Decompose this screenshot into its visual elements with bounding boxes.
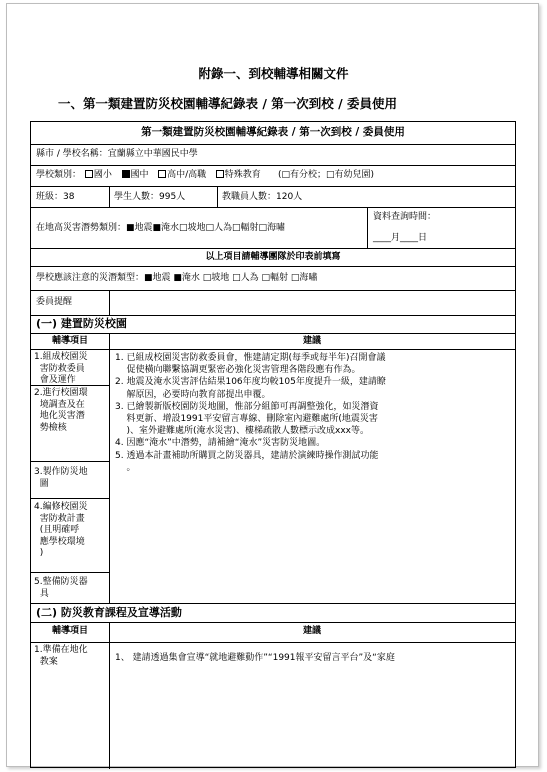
section2-advice-1: 1、 建請透過集會宣導“就地避難動作”“1991報平安留言平台”及“家庭 <box>115 653 395 663</box>
query-time-label: 資料查詢時間： <box>373 212 437 222</box>
section1-advice-2: 2. 地震及淹水災害評估結果106年度均較105年度提升一級，建請瞭 解原因，必要時向教育部提出申覆。 <box>115 377 386 400</box>
section1-advice-5: 5. 透過本計畫補助所購買之防災器具，建請於演練時操作測試功能 。 <box>115 450 379 473</box>
class-count: 班級：38 <box>36 192 75 202</box>
checkbox-junior-high[interactable] <box>122 170 130 178</box>
section1-item-2: 2.進行校園環 境調查及在 地化災害潛 勢檢核 <box>34 388 88 433</box>
section-title: 一、第一類建置防災校園輔導紀錄表 / 第一次到校 / 委員使用 <box>58 96 398 111</box>
school-name: 縣市 / 學校名稱：宜蘭縣立中華國民中學 <box>36 149 198 159</box>
pre-fill-note: 以上項目請輔導團隊於印表前填寫 <box>205 252 341 262</box>
checkbox-elementary[interactable] <box>85 170 93 178</box>
section2-col-item: 輔導項目 <box>51 626 88 636</box>
section1-col-item: 輔導項目 <box>51 336 88 346</box>
local-hazard-types: 在地高災害潛勢類別：■地震■淹水□坡地□人為□輻射□海嘯 <box>36 223 286 233</box>
attention-hazard-types: 學校應該注意的災潛類型：■地震 ■淹水 □坡地 □人為 □輻射 □海嘯 <box>36 273 318 283</box>
section1-advice-4: 4. 因應“淹水”中潛勢，請補繪“淹水”災害防災地圖。 <box>115 438 326 449</box>
section1-item-3: 3.製作防災地 圖 <box>34 467 88 489</box>
table-title: 第一類建置防災校園輔導紀錄表 / 第一次到校 / 委員使用 <box>141 126 405 138</box>
section2-col-advice: 建議 <box>302 626 321 636</box>
section1-item-5: 5.整備防災器 具 <box>34 577 88 599</box>
section1-item-4: 4.編修校園災 害防救計畫 (且明確呼 應學校環境 ) <box>34 502 88 558</box>
section1-advice-1: 1. 已組成校園災害防救委員會，惟建請定期(每季或每半年)召開會議 促使橫向聯繫協調更緊密必強化災害管理各階段應有作為。 <box>115 353 386 376</box>
section2-title: (二) 防災教育課程及宣導活動 <box>36 606 182 619</box>
appendix-title: 附錄一、到校輔導相關文件 <box>198 66 349 81</box>
section2-item-1: 1.準備在地化 教案 <box>34 645 88 667</box>
section1-advice-list <box>115 352 511 474</box>
staff-count: 教職員人數：120人 <box>222 192 303 202</box>
committee-reminder-label: 委員提醒 <box>36 297 73 307</box>
section1-advice-3: 3. 已繪製新版校園防災地圖，惟部分組節可再調整強化，如災潛資 料更新、增設1991平安留言專線、刪除室內避難處所(地震災害 )、室外避難處所(淹水災害)、樓梯疏散人數標示改成xxx等。 <box>115 401 379 437</box>
section1-col-advice: 建議 <box>302 336 321 346</box>
school-category: 學校類別： 國小 國中 高中/高職 特殊教育 (□有分校；□有幼兒園) <box>36 170 374 180</box>
guidance-record-table <box>30 121 516 768</box>
query-time-value: ____月____日 <box>373 233 428 243</box>
checkbox-senior-high[interactable] <box>158 170 166 178</box>
checkbox-special-education[interactable] <box>216 170 224 178</box>
section1-item-1: 1.組成校園災 害防救委員 會及運作 <box>34 352 88 385</box>
student-count: 學生人數：995人 <box>114 192 186 202</box>
branch-kindergarten-options: (□有分校；□有幼兒園) <box>277 170 374 180</box>
section1-title: (一) 建置防災校園 <box>36 317 127 330</box>
